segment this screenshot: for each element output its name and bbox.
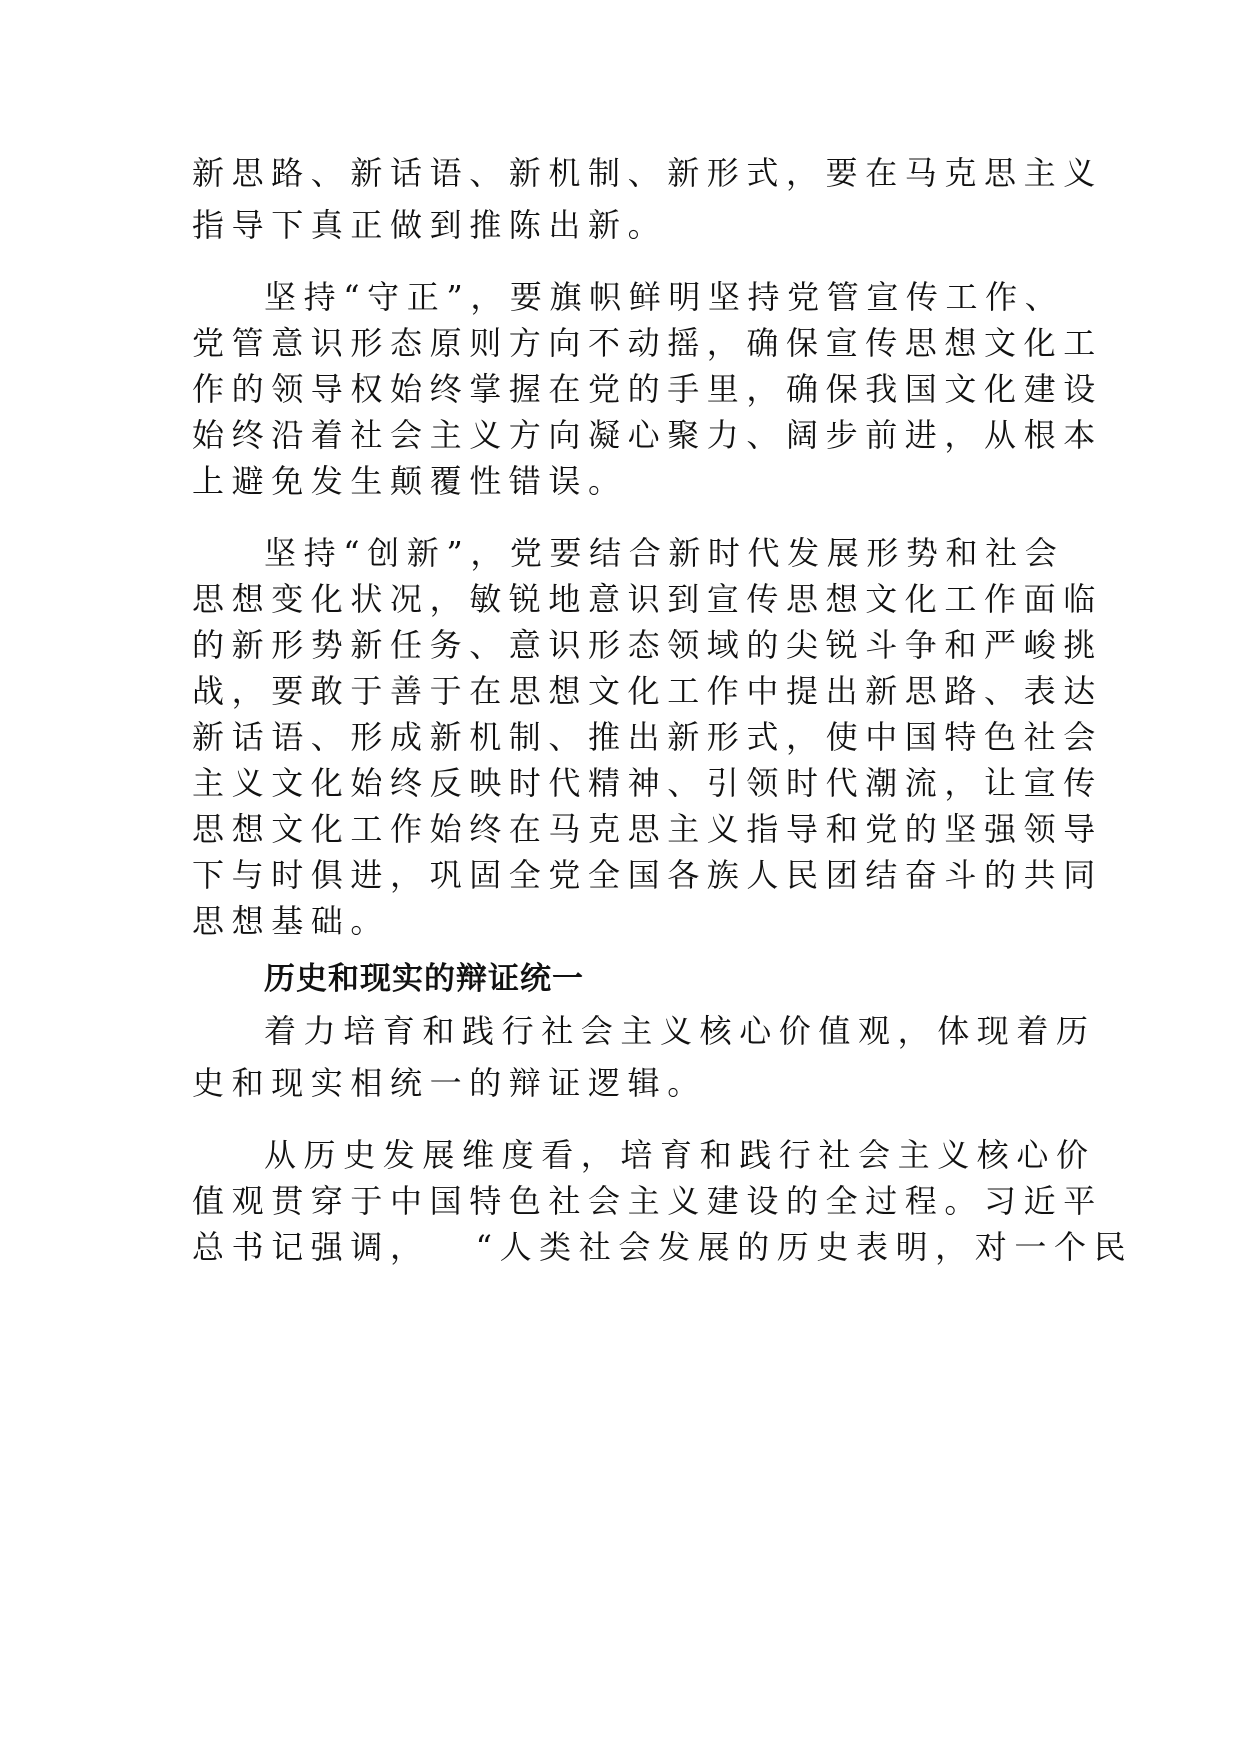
text-line: 史和现实相统一的辩证逻辑。	[192, 1064, 707, 1102]
text-line: 主义文化始终反映时代精神、引领时代潮流，让宣传	[192, 764, 1103, 802]
section-heading: 历史和现实的辩证统一	[264, 961, 584, 997]
text-line: 作的领导权始终掌握在党的手里，确保我国文化建设	[192, 370, 1103, 408]
text-line: 新话语、形成新机制、推出新形式，使中国特色社会	[192, 718, 1103, 756]
text-line: 从历史发展维度看，培育和践行社会主义核心价	[264, 1136, 1096, 1174]
text-line: 思想文化工作始终在马克思主义指导和党的坚强领导	[192, 810, 1103, 848]
text-fragment: “人类社会发展的历史表明，对一个民	[475, 1228, 1134, 1266]
text-line: 思想基础。	[192, 902, 391, 940]
text-line-split	[192, 1224, 1134, 1270]
paragraph	[192, 530, 1103, 944]
text-line: 战，要敢于善于在思想文化工作中提出新思路、表达	[192, 672, 1103, 710]
text-line: 新思路、新话语、新机制、新形式，要在马克思主义	[192, 154, 1103, 192]
text-line: 的新形势新任务、意识形态领域的尖锐斗争和严峻挑	[192, 626, 1103, 664]
text-line: 坚持“创新”，党要结合新时代发展形势和社会	[264, 534, 1065, 572]
paragraph	[192, 274, 1103, 504]
text-line: 坚持“守正”，要旗帜鲜明坚持党管宣传工作、	[264, 278, 1065, 316]
text-line: 值观贯穿于中国特色社会主义建设的全过程。习近平	[192, 1182, 1103, 1220]
text-fragment: 总书记强调，	[192, 1228, 430, 1266]
text-line: 思想变化状况，敏锐地意识到宣传思想文化工作面临	[192, 580, 1103, 618]
document-body	[192, 150, 1134, 1270]
text-line: 下与时俱进，巩固全党全国各族人民团结奋斗的共同	[192, 856, 1103, 894]
text-line: 指导下真正做到推陈出新。	[192, 206, 668, 244]
paragraph	[192, 150, 1103, 248]
text-line: 始终沿着社会主义方向凝心聚力、阔步前进，从根本	[192, 416, 1103, 454]
paragraph	[192, 1132, 1134, 1270]
text-line: 着力培育和践行社会主义核心价值观，体现着历	[264, 1012, 1096, 1050]
text-line: 党管意识形态原则方向不动摇，确保宣传思想文化工	[192, 324, 1103, 362]
paragraph	[192, 1008, 1096, 1106]
text-line: 上避免发生颠覆性错误。	[192, 462, 628, 500]
